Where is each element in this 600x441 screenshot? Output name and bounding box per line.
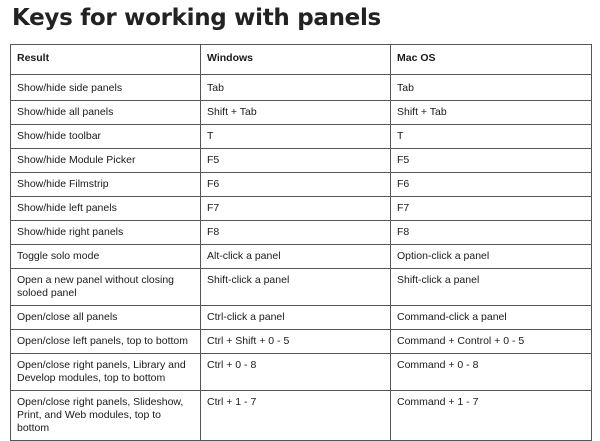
table-row [11,245,592,269]
cell-mac: T [391,125,592,149]
cell-windows: T [201,125,391,149]
table-row [11,221,592,245]
cell-windows: Ctrl + 1 - 7 [201,391,391,441]
cell-mac: Option-click a panel [391,245,592,269]
header-mac-os: Mac OS [391,45,592,75]
cell-result: Show/hide left panels [11,197,201,221]
cell-result: Show/hide side panels [11,75,201,101]
cell-windows: F8 [201,221,391,245]
cell-result: Open/close all panels [11,306,201,330]
cell-result: Show/hide right panels [11,221,201,245]
table-header-row [11,45,592,75]
keys-table [10,44,592,441]
cell-mac: Command-click a panel [391,306,592,330]
cell-result: Open/close left panels, top to bottom [11,330,201,354]
table-row [11,330,592,354]
cell-windows: F6 [201,173,391,197]
cell-result: Open a new panel without closing soloed panel [11,269,201,306]
cell-mac: Command + 1 - 7 [391,391,592,441]
cell-windows: Ctrl + 0 - 8 [201,354,391,391]
table-row [11,75,592,101]
cell-windows: Ctrl-click a panel [201,306,391,330]
header-windows: Windows [201,45,391,75]
cell-windows: Alt-click a panel [201,245,391,269]
cell-result: Show/hide all panels [11,101,201,125]
cell-mac: Tab [391,75,592,101]
cell-windows: Tab [201,75,391,101]
cell-windows: F5 [201,149,391,173]
table-row [11,269,592,306]
table-row [11,149,592,173]
cell-result: Show/hide toolbar [11,125,201,149]
cell-mac: Command + 0 - 8 [391,354,592,391]
cell-result: Open/close right panels, Slideshow, Print, and Web modules, top to bottom [11,391,201,441]
cell-mac: F7 [391,197,592,221]
cell-mac: Shift-click a panel [391,269,592,306]
cell-result: Show/hide Module Picker [11,149,201,173]
cell-windows: Shift + Tab [201,101,391,125]
cell-result: Open/close right panels, Library and Develop modules, top to bottom [11,354,201,391]
cell-windows: Ctrl + Shift + 0 - 5 [201,330,391,354]
cell-result: Toggle solo mode [11,245,201,269]
table-row [11,101,592,125]
cell-mac: Command + Control + 0 - 5 [391,330,592,354]
table-row [11,173,592,197]
cell-windows: F7 [201,197,391,221]
cell-mac: F5 [391,149,592,173]
page-title: Keys for working with panels [12,5,381,31]
cell-result: Show/hide Filmstrip [11,173,201,197]
table-row [11,306,592,330]
table-row [11,391,592,441]
table-row [11,197,592,221]
table-row [11,125,592,149]
cell-windows: Shift-click a panel [201,269,391,306]
cell-mac: Shift + Tab [391,101,592,125]
table-row [11,354,592,391]
header-result: Result [11,45,201,75]
cell-mac: F6 [391,173,592,197]
cell-mac: F8 [391,221,592,245]
